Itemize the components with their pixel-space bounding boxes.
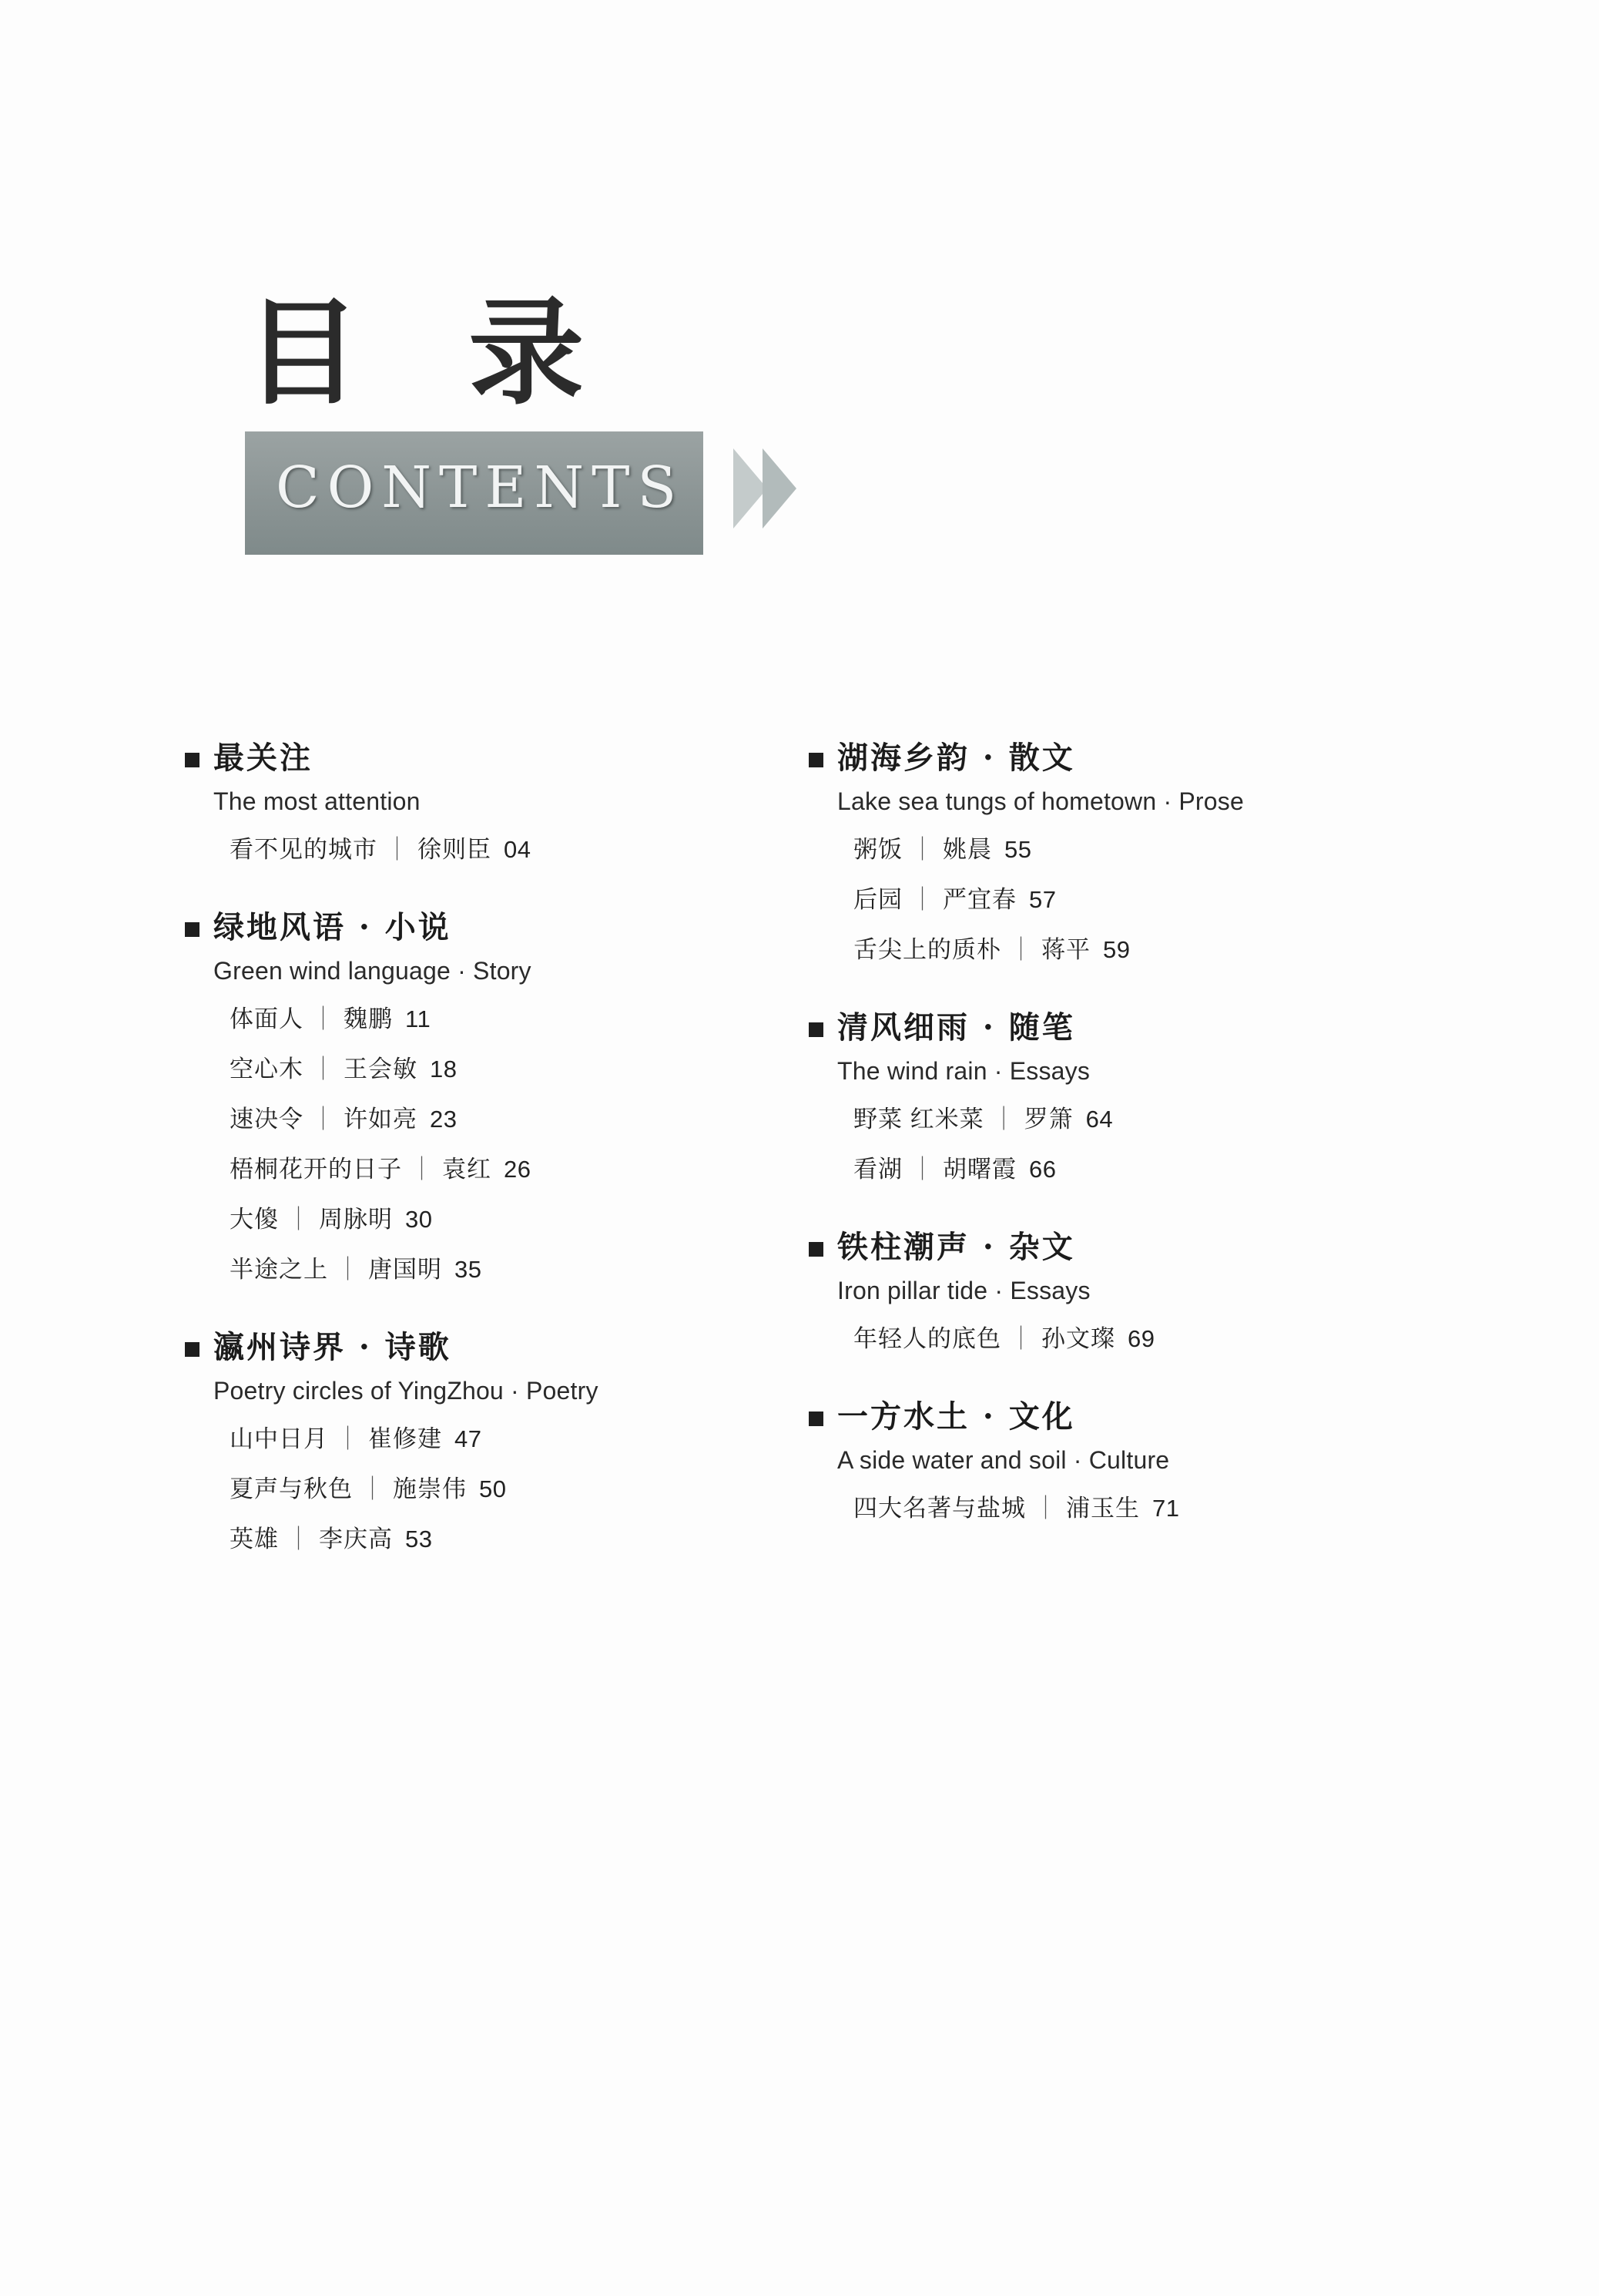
entry-separator: ｜ (1009, 936, 1034, 963)
contents-entry[interactable] (230, 1150, 809, 1184)
entry-page-number: 26 (504, 1156, 531, 1183)
square-bullet-icon (185, 922, 199, 937)
contents-entry[interactable] (230, 1099, 809, 1134)
entry-author: 施崇伟 (393, 1475, 467, 1502)
entry-page-number: 57 (1029, 886, 1057, 913)
entry-page-number: 11 (405, 1005, 431, 1032)
entry-title: 英雄 (230, 1526, 279, 1552)
contents-entry[interactable] (853, 930, 1433, 965)
entry-author: 徐则臣 (417, 836, 491, 863)
entry-title: 四大名著与盐城 (853, 1495, 1026, 1522)
entry-author: 周脉明 (319, 1206, 393, 1233)
entry-title: 山中日月 (230, 1425, 328, 1452)
entry-page-number: 30 (405, 1206, 433, 1233)
section-heading (185, 740, 809, 777)
entry-separator: ｜ (287, 1206, 311, 1233)
section-heading (185, 909, 809, 946)
entry-separator: ｜ (910, 836, 935, 863)
entry-title: 大傻 (230, 1206, 279, 1233)
entry-separator: ｜ (311, 1005, 336, 1032)
contents-section (809, 1009, 1433, 1184)
entry-separator: ｜ (287, 1526, 311, 1552)
contents-section (185, 909, 809, 1284)
masthead (245, 285, 877, 542)
contents-entry[interactable] (853, 880, 1433, 915)
contents-section (185, 1329, 809, 1554)
contents-column-left (185, 740, 809, 1599)
section-heading (809, 1398, 1433, 1435)
entry-title: 后园 (853, 886, 903, 913)
entry-author: 胡曙霞 (943, 1156, 1017, 1183)
section-heading (809, 740, 1433, 777)
entry-separator: ｜ (336, 1256, 360, 1283)
section-title-en: A side water and soil · Culture (837, 1446, 1170, 1474)
entry-title: 速决令 (230, 1106, 303, 1133)
contents-label: CONTENTS (276, 454, 685, 521)
section-title-cn: 铁柱潮声 · 杂文 (837, 1229, 1075, 1265)
contents-banner (245, 419, 707, 542)
entry-page-number: 35 (454, 1256, 482, 1283)
entry-page-number: 47 (454, 1425, 482, 1452)
contents-entry[interactable] (230, 1419, 809, 1454)
contents-entry[interactable] (230, 1250, 809, 1284)
entry-author: 孙文璨 (1041, 1325, 1115, 1352)
entry-title: 年轻人的底色 (853, 1325, 1001, 1352)
section-title-cn: 湖海乡韵 · 散文 (837, 740, 1075, 776)
section-title-en: The wind rain · Essays (837, 1057, 1091, 1085)
contents-column-right (809, 740, 1433, 1599)
entry-page-number: 66 (1029, 1156, 1057, 1183)
entry-separator: ｜ (410, 1156, 434, 1183)
section-title-en: Green wind language · Story (213, 957, 531, 985)
entry-title: 粥饭 (853, 836, 903, 863)
contents-section (809, 740, 1433, 965)
entry-author: 李庆高 (319, 1526, 393, 1552)
page-title: 目 录 (245, 285, 618, 421)
contents-entry[interactable] (230, 830, 809, 864)
contents-section (809, 1398, 1433, 1523)
entry-page-number: 59 (1103, 936, 1131, 963)
contents-entry[interactable] (230, 1200, 809, 1234)
contents-entry[interactable] (230, 999, 809, 1034)
entry-author: 浦玉生 (1066, 1495, 1140, 1522)
section-title-cn: 绿地风语 · 小说 (213, 909, 451, 945)
square-bullet-icon (185, 753, 199, 767)
entry-separator: ｜ (1009, 1325, 1034, 1352)
entry-author: 王会敏 (344, 1056, 417, 1083)
entry-title: 看湖 (853, 1156, 903, 1183)
contents-entry[interactable] (230, 1049, 809, 1084)
section-title-cn: 最关注 (213, 740, 313, 776)
entry-author: 袁红 (442, 1156, 491, 1183)
contents-entry[interactable] (230, 1469, 809, 1504)
contents-entry[interactable] (853, 1099, 1433, 1134)
entry-page-number: 71 (1152, 1495, 1180, 1522)
entry-title: 梧桐花开的日子 (230, 1156, 402, 1183)
entry-page-number: 23 (430, 1106, 458, 1133)
contents-section (185, 740, 809, 864)
entry-title: 空心木 (230, 1056, 303, 1083)
section-title-en: The most attention (213, 787, 421, 815)
entry-page-number: 69 (1128, 1325, 1155, 1352)
double-chevron-right-icon (738, 448, 796, 529)
entry-page-number: 04 (504, 836, 531, 863)
entry-separator: ｜ (311, 1056, 336, 1083)
entry-page-number: 18 (430, 1056, 458, 1083)
contents-entry[interactable] (853, 1489, 1433, 1523)
entry-separator: ｜ (385, 836, 410, 863)
entry-title: 夏声与秋色 (230, 1475, 353, 1502)
entry-title: 半途之上 (230, 1256, 328, 1283)
contents-entry[interactable] (853, 1150, 1433, 1184)
square-bullet-icon (809, 1412, 823, 1426)
entry-separator: ｜ (360, 1475, 385, 1502)
contents-entry[interactable] (853, 830, 1433, 864)
contents-entry[interactable] (230, 1519, 809, 1554)
entry-author: 许如亮 (344, 1106, 417, 1133)
section-heading (809, 1009, 1433, 1046)
contents-section (809, 1229, 1433, 1354)
entry-page-number: 55 (1004, 836, 1032, 863)
section-title-cn: 一方水土 · 文化 (837, 1398, 1075, 1435)
entry-page-number: 64 (1085, 1106, 1114, 1133)
entry-author: 蒋平 (1041, 936, 1091, 963)
entry-title: 舌尖上的质朴 (853, 936, 1001, 963)
entry-author: 唐国明 (368, 1256, 442, 1283)
entry-separator: ｜ (991, 1106, 1017, 1133)
entry-page-number: 53 (405, 1526, 433, 1552)
entry-author: 崔修建 (368, 1425, 442, 1452)
entry-page-number: 50 (479, 1475, 507, 1502)
section-title-en: Poetry circles of YingZhou · Poetry (213, 1377, 598, 1405)
entry-author: 严宜春 (943, 886, 1017, 913)
entry-separator: ｜ (910, 1156, 935, 1183)
section-title-cn: 清风细雨 · 随笔 (837, 1009, 1075, 1046)
section-title-en: Lake sea tungs of hometown · Prose (837, 787, 1244, 815)
entry-separator: ｜ (910, 886, 935, 913)
entry-separator: ｜ (336, 1425, 360, 1452)
entry-separator: ｜ (1034, 1495, 1058, 1522)
section-heading (185, 1329, 809, 1366)
square-bullet-icon (809, 1242, 823, 1257)
contents-columns (185, 740, 1433, 1599)
entry-author: 魏鹏 (344, 1005, 393, 1032)
chevron-right-icon (763, 448, 796, 529)
entry-author: 罗箫 (1024, 1106, 1074, 1133)
square-bullet-icon (809, 753, 823, 767)
entry-title: 体面人 (230, 1005, 303, 1032)
section-title-cn: 瀛州诗界 · 诗歌 (213, 1329, 451, 1365)
entry-author: 姚晨 (943, 836, 992, 863)
square-bullet-icon (809, 1022, 823, 1037)
section-heading (809, 1229, 1433, 1266)
section-title-en: Iron pillar tide · Essays (837, 1277, 1091, 1304)
square-bullet-icon (185, 1342, 199, 1357)
entry-title: 野菜 红米菜 (853, 1106, 984, 1133)
entry-separator: ｜ (311, 1106, 336, 1133)
entry-title: 看不见的城市 (230, 836, 377, 863)
contents-entry[interactable] (853, 1319, 1433, 1354)
